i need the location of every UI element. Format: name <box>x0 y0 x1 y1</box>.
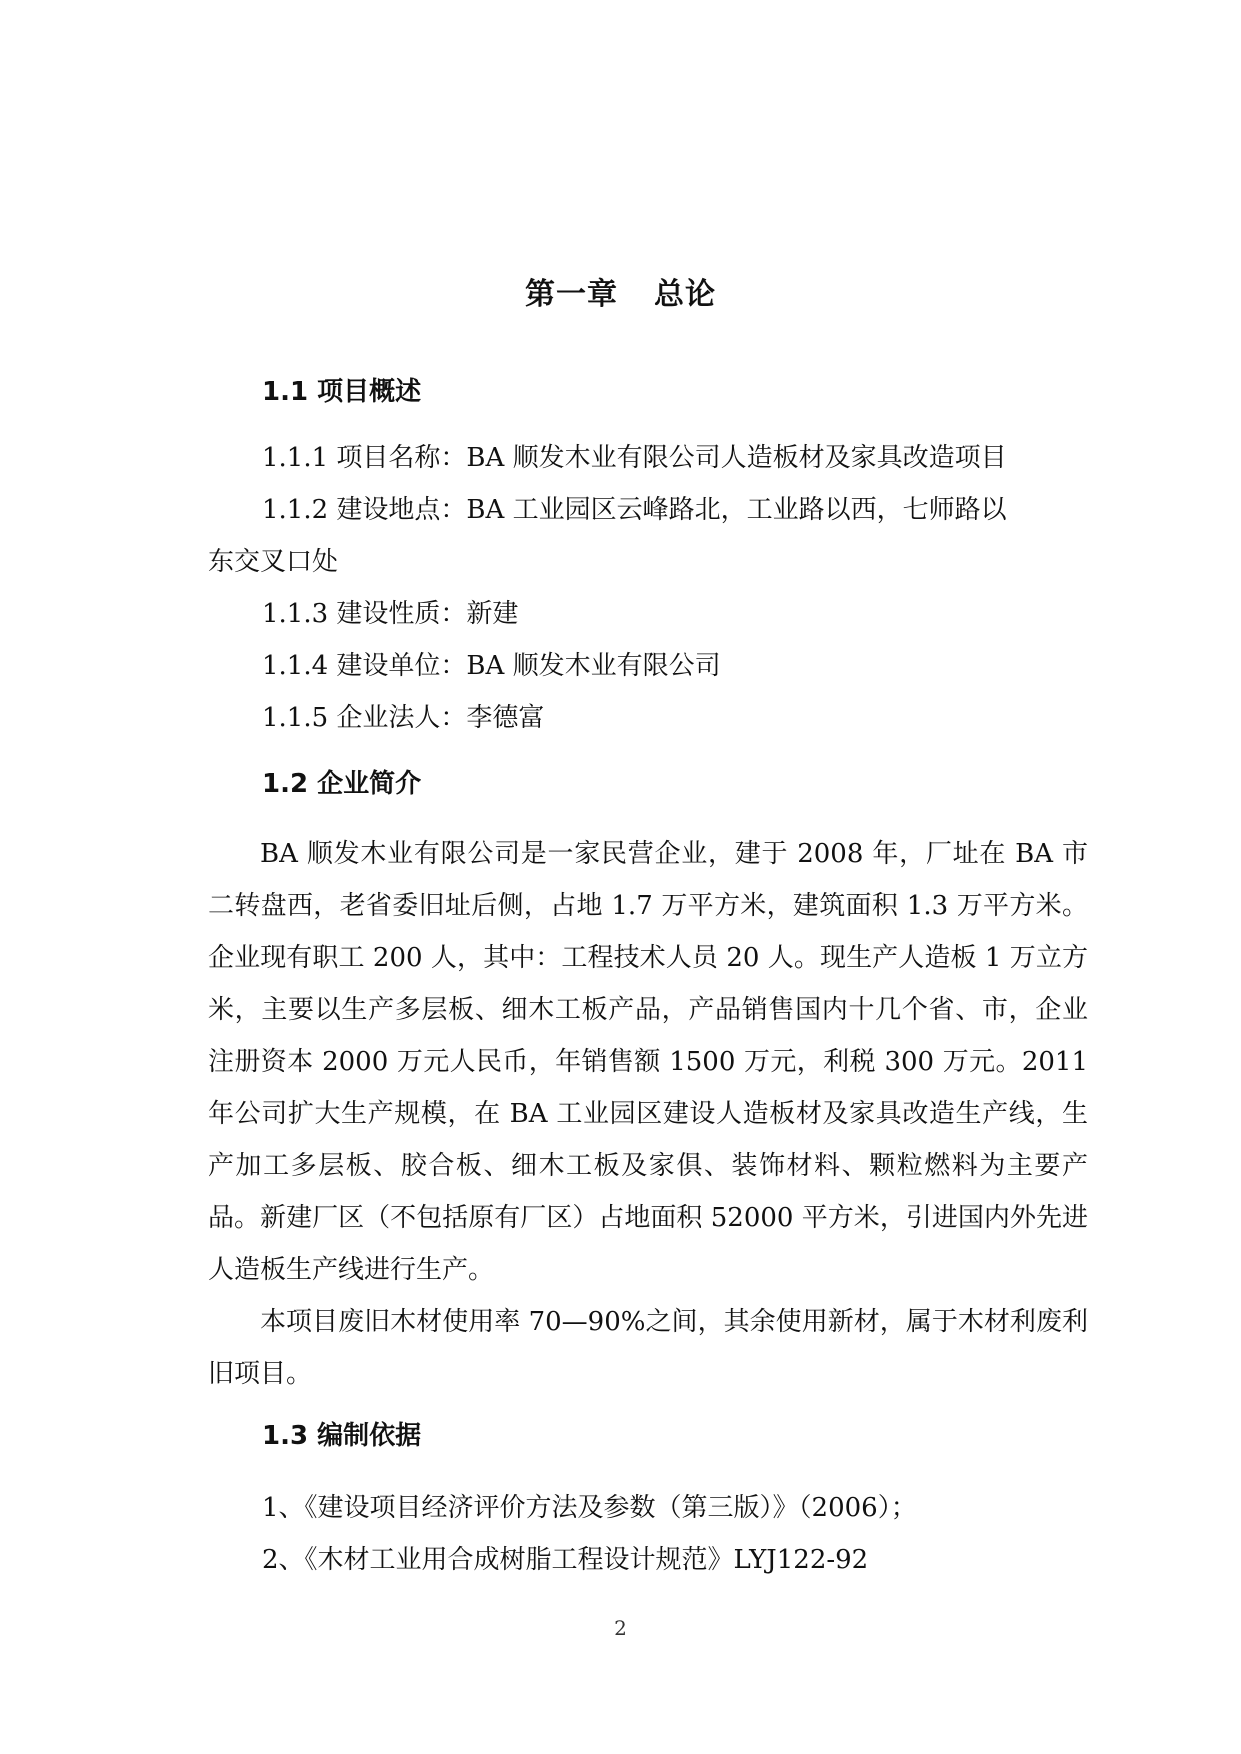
item-legal-person: 1.1.5 企业法人：李德富 <box>262 703 545 733</box>
company-intro-paragraph: BA 顺发木业有限公司是一家民营企业，建于 2008 年，厂址在 BA 市二转盘西，老省委旧址后侧，占地 1.7 万平方米，建筑面积 1.3 万平方米。企业现有职工 200 人，其中：工程技术人员 20 人。现生产人造板 1 万立方米，主要以生产多层板、细木工板产品，产品销售国内十几个省、市，企业注册资本 2000 万元人民币，年销售额 1500 万元，利税 300 万元。2011 年公司扩大生产规模，在 BA 工业园区建设人造板材及家具改造生产线，生产加工多层板、胶合板、细木工板及家俱、装饰材料、颗粒燃料为主要产品。新建厂区（不包括原有厂区）占地面积 52000 平方米，引进国内外先进人造板生产线进行生产。 <box>208 839 1088 1285</box>
section-heading-1-3: 1.3 编制依据 <box>262 1421 422 1451</box>
item-location-continued: 东交叉口处 <box>208 547 339 577</box>
chapter-title <box>0 275 1241 315</box>
page-number: 2 <box>614 1616 627 1640</box>
section-heading-1-2: 1.2 企业简介 <box>262 769 422 799</box>
chapter-number: 第一章 <box>525 277 618 312</box>
wood-reuse-paragraph: 本项目废旧木材使用率 70—90%之间，其余使用新材，属于木材利废利旧项目。 <box>208 1307 1088 1389</box>
chapter-name: 总论 <box>654 277 716 312</box>
item-nature: 1.1.3 建设性质：新建 <box>262 599 519 629</box>
section-heading-1-1: 1.1 项目概述 <box>262 377 422 407</box>
basis-item-2: 2、《木材工业用合成树脂工程设计规范》LYJ122-92 <box>262 1545 869 1575</box>
item-unit: 1.1.4 建设单位：BA 顺发木业有限公司 <box>262 651 721 681</box>
basis-item-1: 1、《建设项目经济评价方法及参数（第三版）》（2006）； <box>262 1493 917 1523</box>
item-location: 1.1.2 建设地点：BA 工业园区云峰路北，工业路以西，七师路以 <box>262 495 1007 525</box>
item-project-name: 1.1.1 项目名称：BA 顺发木业有限公司人造板材及家具改造项目 <box>262 443 1007 473</box>
